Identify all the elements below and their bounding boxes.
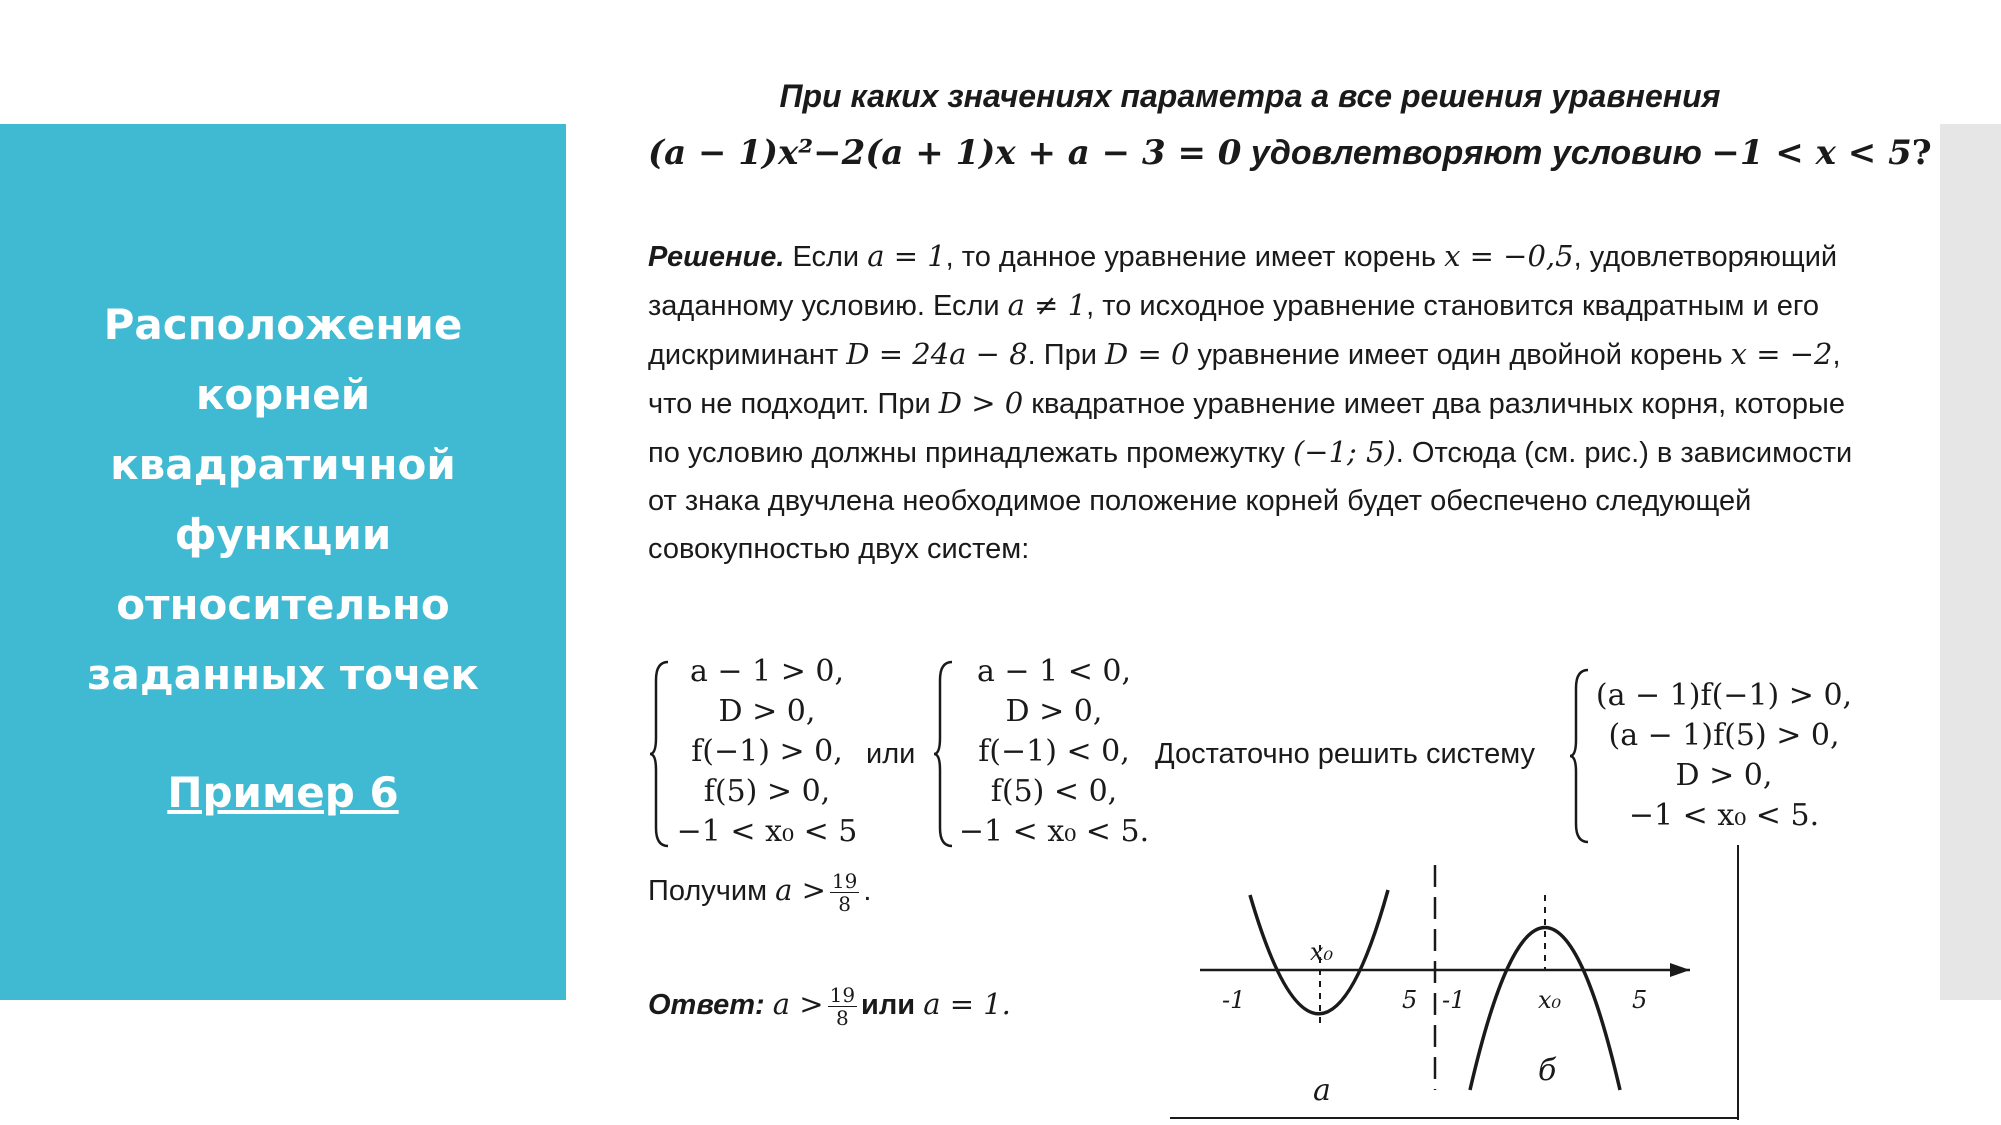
slide-title-line: Расположение [103, 300, 463, 349]
text: квадратное уравнение имеет два различных корня, которые по условию должны принадлежать промежутку [648, 388, 1845, 469]
or-word: или [861, 989, 916, 1022]
enough-label: Достаточно решить систему [1155, 738, 1536, 770]
left-brace [648, 660, 672, 848]
parabola-figure [1170, 845, 1740, 1120]
system-line: D > 0, [1005, 694, 1103, 729]
text: . При [1027, 339, 1105, 371]
x0-label-b: x₀ [1538, 986, 1562, 1014]
text: , что не подходит. При [648, 339, 1841, 420]
tick-minus1-b: -1 [1442, 986, 1466, 1014]
condition-text: удовлетворяют условию [1250, 134, 1702, 172]
question-mark: ? [1911, 133, 1932, 173]
system-line: f(−1) < 0, [978, 734, 1130, 769]
fraction [830, 870, 859, 915]
slide-title-line: корней [195, 370, 371, 419]
x0-label-a: x₀ [1310, 938, 1334, 966]
problem-equation-line [648, 133, 1932, 173]
fraction [828, 984, 857, 1029]
system-1 [672, 652, 862, 852]
text: , то исходное уравнение становится квадратным и его дискриминант [648, 290, 1819, 371]
system-line: −1 < x₀ < 5. [1628, 798, 1820, 833]
system-2 [956, 652, 1152, 852]
left-brace [932, 660, 956, 848]
solution-label: Решение. [648, 241, 785, 273]
slide-title-line: относительно [116, 580, 450, 629]
math: a = 1. [923, 987, 1011, 1022]
equation: (a − 1)x²−2(a + 1)x + a − 3 = 0 [648, 133, 1242, 173]
slide-title-line: квадратичной [110, 440, 456, 489]
text: . [863, 875, 872, 908]
system-line: −1 < x₀ < 5. [958, 814, 1150, 849]
text: . Отсюда (см. рис.) в зависимости от знака двучлена необходимое положение корней будет обеспечено следующей совокупностью двух систем: [648, 437, 1853, 565]
tick-5-a: 5 [1402, 986, 1418, 1014]
denominator: 8 [835, 1006, 849, 1030]
math: D = 24a − 8 [846, 337, 1028, 371]
problem-title: При каких значениях параметра a все решения уравнения [779, 78, 1721, 114]
system-line: (a − 1)f(−1) > 0, [1595, 678, 1853, 713]
system-line: a − 1 > 0, [689, 654, 844, 689]
math: a > [772, 987, 824, 1022]
system-line: f(5) < 0, [990, 774, 1118, 809]
math: a > [775, 873, 826, 908]
denominator: 8 [838, 892, 851, 916]
numerator: 19 [831, 869, 858, 893]
math: D = 0 [1105, 337, 1190, 371]
answer-line [648, 984, 1011, 1029]
math: D > 0 [938, 386, 1024, 420]
tick-5-b: 5 [1632, 986, 1648, 1014]
system-line: (a − 1)f(5) > 0, [1608, 718, 1840, 753]
system-line: −1 < x₀ < 5 [676, 814, 858, 849]
text: Получим [648, 875, 776, 908]
result-line [648, 870, 871, 915]
system-line: D > 0, [1675, 758, 1773, 793]
or-label: или [866, 738, 916, 770]
label-b: б [1538, 1053, 1557, 1088]
system-line: D > 0, [718, 694, 816, 729]
axis-arrow [1670, 963, 1690, 977]
tick-minus1-a: -1 [1222, 986, 1246, 1014]
math: a = 1 [867, 239, 946, 273]
math: x = −0,5 [1444, 239, 1574, 273]
math: (−1; 5) [1292, 435, 1396, 469]
solution-paragraph [648, 232, 1878, 573]
math: a ≠ 1 [1007, 288, 1087, 322]
system-line: f(−1) > 0, [691, 734, 843, 769]
slide-title-line: заданных точек [87, 650, 479, 699]
answer-label: Ответ: [648, 989, 765, 1022]
numerator: 19 [829, 983, 856, 1007]
text: уравнение имеет один двойной корень [1189, 339, 1731, 371]
condition: −1 < x < 5 [1711, 133, 1912, 173]
slide-title [0, 290, 566, 710]
decorative-bar [1940, 124, 2001, 1000]
text: , то данное уравнение имеет корень [945, 241, 1445, 273]
system-line: a − 1 < 0, [976, 654, 1131, 689]
slide-title-line: функции [174, 510, 392, 559]
text: Если [784, 241, 868, 273]
system-line: f(5) > 0, [703, 774, 831, 809]
example-link[interactable]: Пример 6 [167, 768, 399, 817]
label-a: а [1313, 1073, 1331, 1108]
text: , удовлетворяющий заданному условию. Если [648, 241, 1838, 322]
math: x = −2 [1730, 337, 1833, 371]
system-3 [1588, 676, 1860, 836]
